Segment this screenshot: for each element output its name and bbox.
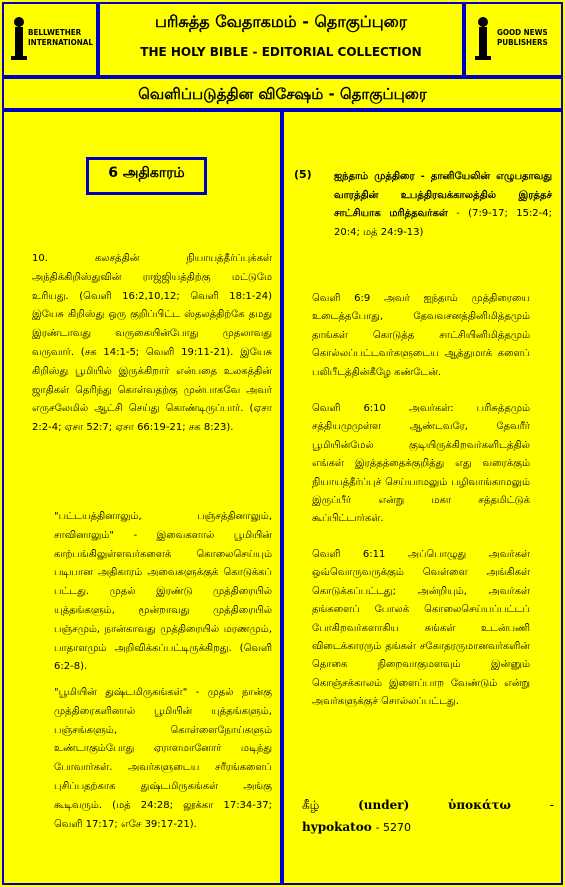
right-logo-text: GOOD NEWS PUBLISHERS — [497, 28, 548, 47]
section-heading — [334, 168, 552, 242]
section-heading-text: ஐந்தாம் முத்திரை - தானியேலின் எழுபதாவது வாரத்தின் உபத்திரவக்காலத்தில் இரத்தச் சாட்சியாக மரித்தவர்கள் — [334, 171, 552, 220]
section-number: (5) — [294, 168, 312, 181]
left-column — [2, 110, 282, 885]
left-logo-box — [2, 2, 98, 77]
word-study-footer — [302, 794, 554, 839]
footer-transliteration: hypokatoo — [302, 820, 372, 834]
subtitle-box — [2, 77, 563, 110]
footer-tamil-word: கீழ் — [302, 798, 320, 812]
page-title-tamil: பரிசுத்த வேதாகமம் - தொகுப்புரை — [154, 12, 408, 31]
page-title-english: THE HOLY BIBLE - EDITORIAL COLLECTION — [140, 45, 422, 59]
header-title-box — [98, 2, 464, 77]
footer-strong-number: - 5270 — [375, 821, 412, 834]
footer-english-word: (under) — [358, 798, 410, 812]
right-para-2: வெளி 6:10 அவர்கள்: பரிசுத்தமும் சத்தியமுமுள்ள ஆண்டவரே, தேவரீர் பூமியின்மேல் குடியிருக்கிறவர்களிடத்தில் எங்கள் இரத்தத்தைக்குறித்து எது வரைக்கும் நியாயத்தீர்ப்புச் செய்யாமலும் பழிவாங்காமலும் இருப்பீர் என்று மகா சத்தமிட்டுக் கூப்பிட்டார்கள். — [312, 403, 530, 525]
section-heading-refs: - (7:9-17; 15:2-4; 20:4; மத் 24:9-13) — [334, 208, 553, 238]
footer-greek-word: ὑποκάτω — [448, 798, 511, 812]
left-para-2: "பட்டயத்தினாலும், பஞ்சத்தினாலும், சாவினாலும்" - இவைகளால் பூமியின் காற்பங்கிலுள்ளவர்களைக் கொலைசெய்யும் படியான அதிகாரம் அவைகளுக்குக் கொடுக்கப் பட்டது. முதல் இரண்டு முத்திரையில் யுத்தங்களும், மூன்றாவது முத்திரையில் பஞ்சமும், நான்காவது முத்திரையில் மரணமும், பாதாளமும் அறிவிக்கப்பட்டிருக்கிறது. (வெளி 6:2-8). — [54, 511, 272, 673]
left-para-3: "பூமியின் துஷ்டமிருகங்கள்" - முதல் நான்கு முத்திரைகளினால் பூமியின் யுத்தங்களும், பஞ்சங்களும், கொள்ளைநோய்களும் உண்டாகும்போது ஏராளமானோர் மடிந்து போவார்கள். அவர்களுடைய சரீரங்களைப் புசிப்பதற்காக துஷ்டமிருகங்கள் அங்கு கூடிவரும். (மத் 24:28; லூக்கா 17:34-37; வெளி 17:17; எசே 39:17-21). — [54, 687, 272, 830]
left-para-1: 10. கலசத்தின் நியாயத்தீர்ப்புக்கள் அந்திக்கிறிஸ்துவின் ராஜ்ஜியத்திற்கு மட்டுமே உரியது. (வெளி 16:2,10,12; வெளி 18:1-24) இயேசு கிறிஸ்து ஒரு குறிப்பிட்ட ஸ்தலத்திற்கே தமது இரண்டாவது வருகையின்போது முதலாவது வருவார். (சக 14:1-5; வெளி 19:11-21). இயேசு கிறிஸ்து பூமியில் இருக்கிறார் என்பதை உலகத்தின் ஜாதிகள் தெரிந்து கொள்வதற்கு முன்பாகவே அவர் எருசலேமில் ஆட்சி செய்து கொண்டிருப்பார். (ஏசா 2:2-4; ஏசா 52:7; ஏசா 66:19-21; சக 8:23). — [32, 253, 272, 434]
right-logo-box — [464, 2, 563, 77]
right-para-3: வெளி 6:11 அப்பொழுது அவர்கள் ஒவ்வொருவருக்கும் வெள்ளை அங்கிகள் கொடுக்கப்பட்டது; அன்றியும், அவர்கள் தங்களைப் போலக் கொலைசெய்யப்பட்டப் போகிறவர்களாகிய சுங்கள் உடன்பணி விடைக்காரரும் தங்கள் சகோதரருமானவர்களின் தொகை நிறைவாகுமளவும் இன்னும் கொஞ்சக்காலம் இளைப்பாற வேண்டும் என்று அவர்களுக்குச் சொல்லப்பட்டது. — [312, 549, 530, 708]
page-subtitle: வெளிப்படுத்தின விசேஷம் - தொகுப்புரை — [138, 85, 427, 103]
right-column — [282, 110, 563, 885]
chapter-label: 6 அதிகாரம் — [108, 165, 185, 181]
left-logo-text: BELLWETHER INTERNATIONAL — [28, 28, 93, 47]
right-para-1: வெளி 6:9 அவர் ஐந்தாம் முத்திரையை உடைத்தபோது, தேவவசனத்தினிமித்தமும் தாங்கள் கொடுத்த சாட்சியினிமித்தமும் கொல்லப்பட்டவர்களுடைய ஆத்துமாக் களைப் பலிபீடத்தின்கீழே கண்டேன். — [312, 293, 530, 378]
footer-dash: - — [549, 798, 554, 812]
chapter-box — [86, 157, 207, 195]
